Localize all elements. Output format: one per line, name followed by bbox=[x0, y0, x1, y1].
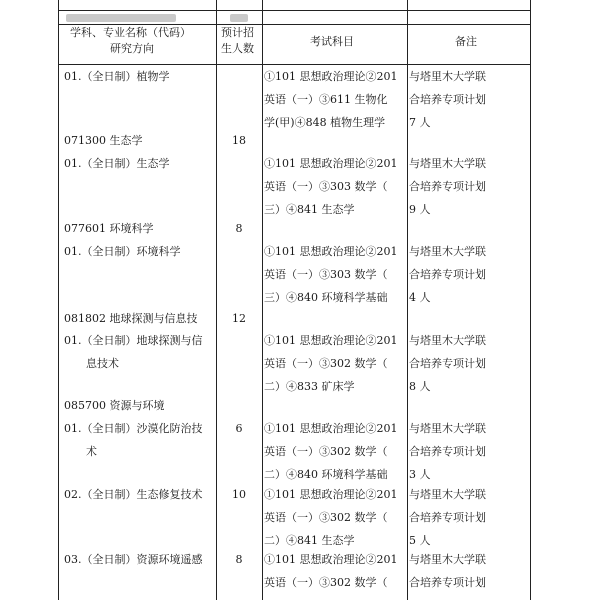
row-note-text: 3 人 bbox=[409, 468, 431, 481]
row-note-text: 合培养专项计划 bbox=[409, 576, 486, 589]
table-border-right bbox=[530, 0, 531, 600]
row-exam-text: 三）④840 环境科学基础 bbox=[264, 291, 388, 304]
row-name-text: 02.（全日制）生态修复技术 bbox=[64, 488, 203, 501]
row-exam-text: 英语（一）③302 数学（ bbox=[264, 445, 388, 458]
cropped-previous-row bbox=[66, 14, 176, 22]
row-name-text: 071300 生态学 bbox=[64, 134, 143, 147]
row-name-text: 077601 环境科学 bbox=[64, 222, 154, 235]
row-name-text: 01.（全日制）环境科学 bbox=[64, 245, 181, 258]
header-note: 备注 bbox=[455, 35, 477, 48]
row-name-text: 01.（全日制）植物学 bbox=[64, 70, 170, 83]
row-exam-text: 英语（一）③302 数学（ bbox=[264, 511, 388, 524]
row-note-text: 与塔里木大学联 bbox=[409, 245, 486, 258]
row-name-text: 03.（全日制）资源环境遥感 bbox=[64, 553, 203, 566]
row-note-text: 8 人 bbox=[409, 380, 431, 393]
row-exam-text: ①101 思想政治理论②201 bbox=[264, 157, 398, 170]
row-exam-text: ①101 思想政治理论②201 bbox=[264, 70, 398, 83]
row-exam-text: 英语（一）③302 数学（ bbox=[264, 576, 388, 589]
row-note-text: 与塔里木大学联 bbox=[409, 334, 486, 347]
row-note-text: 与塔里木大学联 bbox=[409, 553, 486, 566]
row-exam-text: ①101 思想政治理论②201 bbox=[264, 245, 398, 258]
row-exam-text: 英语（一）③611 生物化 bbox=[264, 93, 388, 106]
row-exam-text: 英语（一）③303 数学（ bbox=[264, 180, 388, 193]
row-note-text: 合培养专项计划 bbox=[409, 180, 486, 193]
row-exam-text: 二）④833 矿床学 bbox=[264, 380, 355, 393]
row-count: 8 bbox=[235, 553, 243, 566]
row-note-text: 合培养专项计划 bbox=[409, 268, 486, 281]
cropped-previous-count bbox=[230, 14, 248, 22]
row-exam-text: ①101 思想政治理论②201 bbox=[264, 488, 398, 501]
row-name-text: 01.（全日制）生态学 bbox=[64, 157, 170, 170]
table-rule-header-bottom bbox=[58, 64, 531, 65]
table-divider-count-exam bbox=[262, 0, 263, 600]
row-note-text: 与塔里木大学联 bbox=[409, 422, 486, 435]
row-exam-text: 二）④841 生态学 bbox=[264, 534, 355, 547]
header-name-line2: 研究方向 bbox=[110, 42, 154, 55]
row-count: 8 bbox=[235, 222, 243, 235]
row-count: 18 bbox=[232, 134, 246, 147]
row-note-text: 合培养专项计划 bbox=[409, 445, 486, 458]
row-note-text: 合培养专项计划 bbox=[409, 93, 486, 106]
row-count: 6 bbox=[235, 422, 243, 435]
header-count-line2: 生人数 bbox=[221, 42, 254, 55]
table-border-left bbox=[58, 0, 59, 600]
row-exam-text: 英语（一）③302 数学（ bbox=[264, 357, 388, 370]
row-note-text: 5 人 bbox=[409, 534, 431, 547]
row-note-text: 与塔里木大学联 bbox=[409, 70, 486, 83]
row-exam-text: 学(甲)④848 植物生理学 bbox=[264, 116, 386, 129]
row-exam-text: 二）④840 环境科学基础 bbox=[264, 468, 388, 481]
row-note-text: 合培养专项计划 bbox=[409, 357, 486, 370]
row-note-text: 9 人 bbox=[409, 203, 431, 216]
row-exam-text: 三）④841 生态学 bbox=[264, 203, 355, 216]
row-exam-text: ①101 思想政治理论②201 bbox=[264, 553, 398, 566]
header-exam: 考试科目 bbox=[310, 35, 354, 48]
row-note-text: 4 人 bbox=[409, 291, 431, 304]
row-name-text: 085700 资源与环境 bbox=[64, 399, 165, 412]
row-name-text: 息技术 bbox=[86, 357, 119, 370]
row-name-text: 01.（全日制）地球探测与信 bbox=[64, 334, 203, 347]
row-count: 12 bbox=[232, 312, 246, 325]
row-name-text: 081802 地球探测与信息技 bbox=[64, 312, 198, 325]
table-rule-top bbox=[58, 10, 531, 11]
header-name-line1: 学科、专业名称（代码） bbox=[70, 26, 191, 39]
row-note-text: 7 人 bbox=[409, 116, 431, 129]
row-note-text: 合培养专项计划 bbox=[409, 511, 486, 524]
row-exam-text: 英语（一）③303 数学（ bbox=[264, 268, 388, 281]
table-divider-name-count bbox=[216, 0, 217, 600]
row-exam-text: ①101 思想政治理论②201 bbox=[264, 422, 398, 435]
row-exam-text: ①101 思想政治理论②201 bbox=[264, 334, 398, 347]
row-name-text: 术 bbox=[86, 445, 97, 458]
row-count: 10 bbox=[232, 488, 246, 501]
row-note-text: 与塔里木大学联 bbox=[409, 488, 486, 501]
row-name-text: 01.（全日制）沙漠化防治技 bbox=[64, 422, 203, 435]
row-note-text: 与塔里木大学联 bbox=[409, 157, 486, 170]
table-divider-exam-note bbox=[407, 0, 408, 600]
header-count-line1: 预计招 bbox=[221, 26, 254, 39]
